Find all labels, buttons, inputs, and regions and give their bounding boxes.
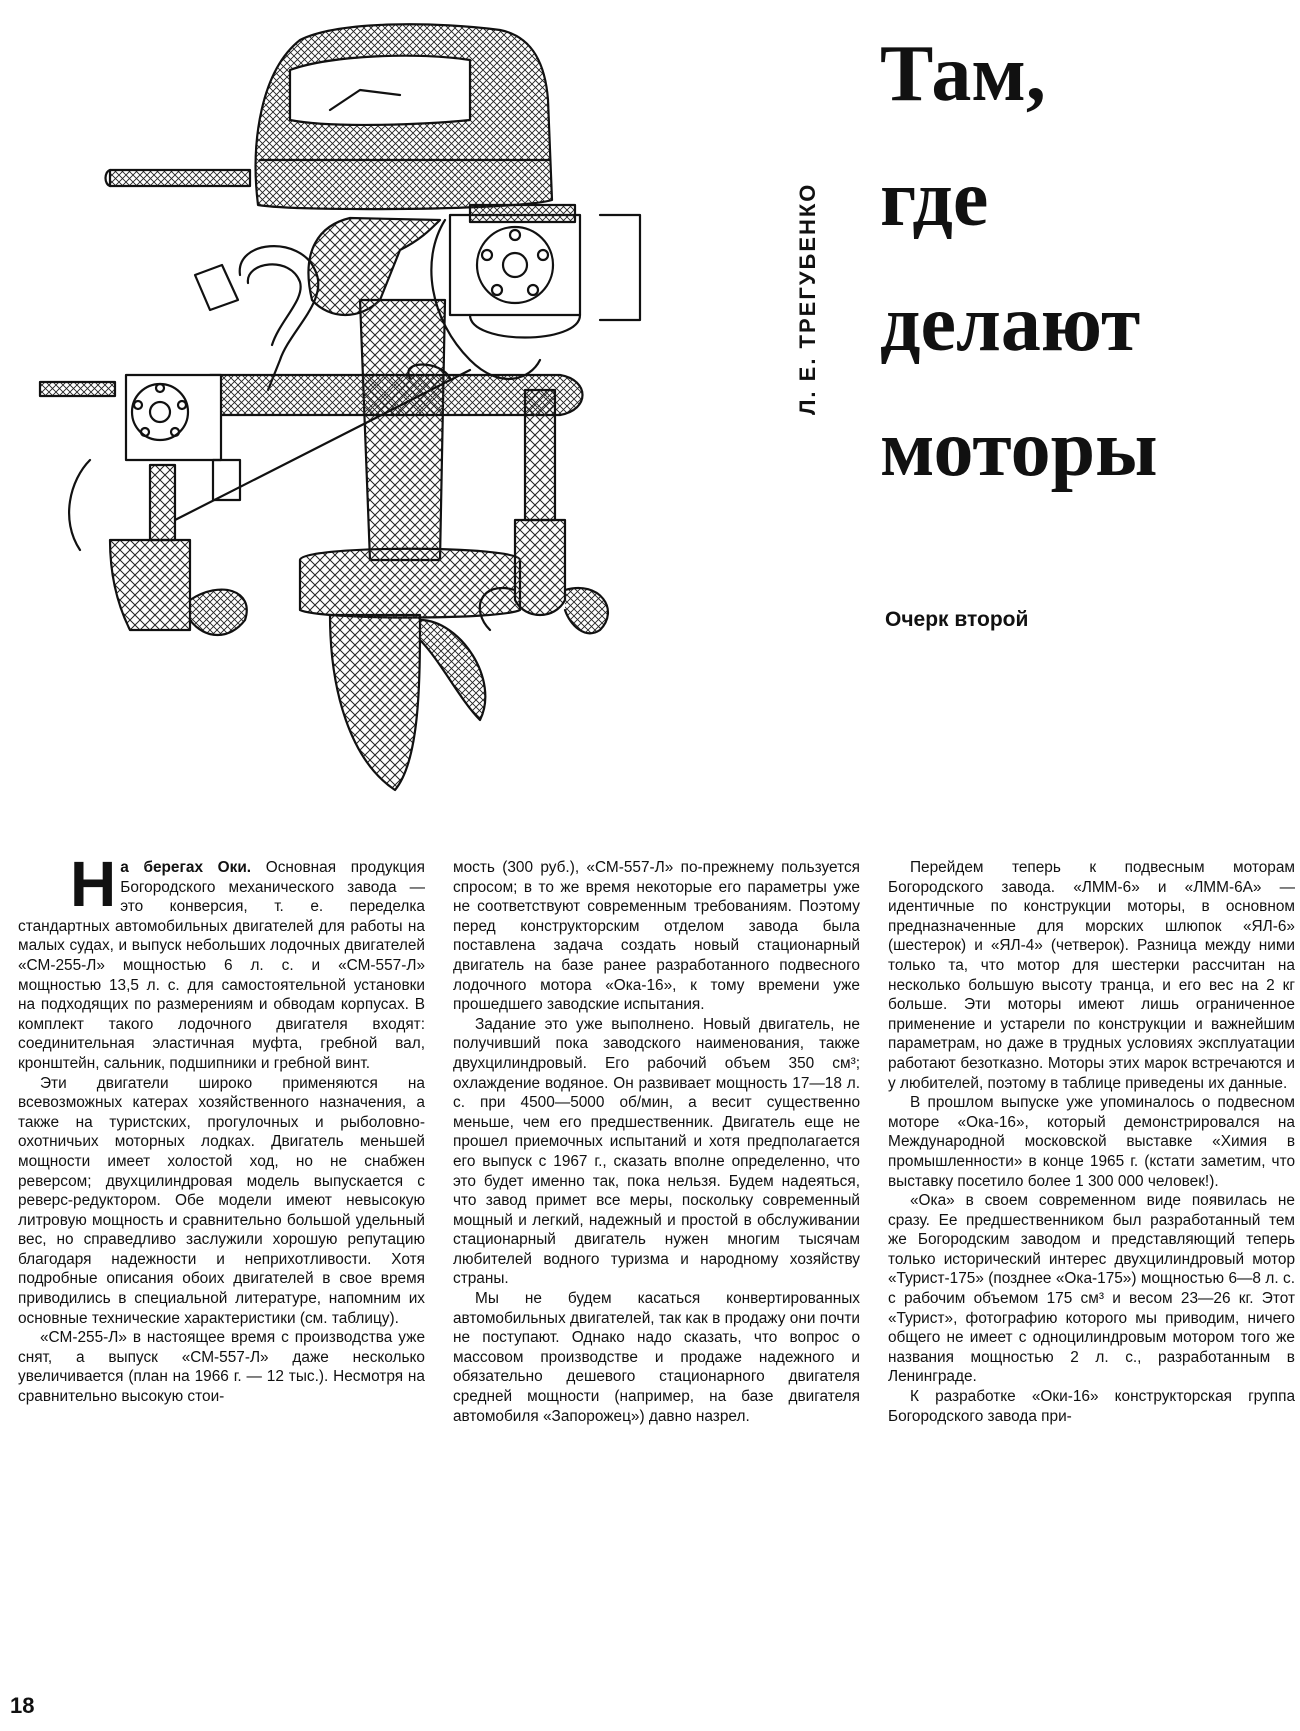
paragraph: мость (300 руб.), «СМ-557-Л» по-прежнему пользуется спросом; в то же время некоторые его параметры уже не соответствуют современным требованиям. Поэтому перед конструкторским отделом завода была поставлена задача создать новый стационарный двигатель на базе ранее разработанного подвесного лодочного мотора «Ока-16», к тому времени уже прошедшего заводские испытания. bbox=[453, 859, 860, 1014]
paragraph: В прошлом выпуске уже упоминалось о подвесном моторе «Ока-16», который демонстрировался на Международной московской выставке «Химия в промышленности» в конце 1965 г. (кстати заметим, что выставку посетило более 1 300 000 человек!). bbox=[888, 1094, 1295, 1190]
paragraph-text: Основная продукция Богородского механического завода — это конверсия, т. е. переделка стандартных автомобильных двигателей для работы на малых судах, и выпуск небольших лодочных двигателей «СМ-255-Л» мощностью 6 л. с. и «СМ-557-Л» мощностью 13,5 л. с. для самостоятельной установки на подходящих по размерениям и обводам корпусах. В комплект такого лодочного двигателя входят: соединительная эластичная муфта, гребной вал, кронштейн, сальник, подшипники и гребной винт. bbox=[18, 859, 425, 1072]
paragraph: К разработке «Оки-16» конструкторская группа Богородского завода при- bbox=[888, 1388, 1295, 1425]
paragraph: Задание это уже выполнено. Новый двигатель, не получивший пока заводского наименования, также двухцилиндровый. Его рабочий объем 350 см³; охлаждение водяное. Он развивает мощность 17—18 л. с. при 4500—5000 об/мин, а весит существенно меньше, чем его предшественник. Двигатель еще не прошел приемочных испытаний и хотя предполагается его выпуск с 1967 г., сказать вполне определенно, что это будет именно так, пока нельзя. Будем надеяться, что завод примет все меры, поскольку современный мощный и легкий, надежный и простой в обслуживании стационарный двигатель нужен многим тысячам любителей водного туризма и народному хозяйству страны. bbox=[453, 1015, 860, 1288]
paragraph bbox=[18, 858, 425, 1074]
paragraph: Перейдем теперь к подвесным моторам Богородского завода. «ЛММ-6» и «ЛММ-6А» — идентичные по конструкции моторы, в основном предназначенные для морских шлюпок «ЯЛ-6» (шестерок) и «ЯЛ-4» (четверок). Разница между ними только та, что мотор для шестерки рассчитан на несколько большую высоту транца, и его вес на 2 кг больше. Эти моторы имеют лишь ограниченное применение и устарели по конструкции и важнейшим параметрам, но даже в трудных условиях эксплуатации работают безотказно. Моторы этих марок встречаются и у любителей, поэтому в таблице приведены их данные. bbox=[888, 859, 1295, 1092]
text-column-3 bbox=[888, 858, 1295, 1688]
drop-cap: Н bbox=[70, 858, 117, 920]
outboard-and-stationary-motor-drawing-icon bbox=[0, 0, 830, 830]
page-number: 18 bbox=[10, 1693, 35, 1718]
article-body bbox=[18, 858, 1295, 1688]
paragraph: «СМ-255-Л» в настоящее время с производства уже снят, а выпуск «СМ-557-Л» даже несколько увеличивается (план на 1966 г. — 12 тыс.). Несмотря на сравнительно высокую стои- bbox=[18, 1329, 425, 1406]
author-name: Л. Е. ТРЕГУБЕНКО bbox=[795, 182, 820, 415]
paragraph: «Ока» в своем современном виде появилась не сразу. Ее предшественником был разработанный тем же Богородским заводом и представляющий теперь только исторический интерес двухцилиндровый мотор «Турист-175» (позднее «Ока-175») мощностью 6—8 л. с. с рабочим объемом 175 см³ и весом 23—26 кг. Этот «Турист», фотографию которого мы приводим, ничего общего не имеет с одноцилиндровым мотором того же названия мощностью 2 л. с., разработанным в Ленинграде. bbox=[888, 1192, 1295, 1386]
article-title bbox=[880, 12, 1280, 512]
paragraph: Мы не будем касаться конвертированных автомобильных двигателей, так как в продажу они почти не поступают. Однако надо сказать, что вопрос о массовом производстве и продаже надежного и обязательно дешевого стационарного двигателя средней мощности (например, на базе двигателя автомобиля «Запорожец») давно назрел. bbox=[453, 1290, 860, 1425]
paragraph: Эти двигатели широко применяются на всевозможных катерах хозяйственного назначения, а также на туристских, прогулочных и рыболовно-охотничьих моторных лодках. Двигатель меньшей мощности имеет холостой ход, но не снабжен реверсом; двухцилиндровая модель выпускается с реверс-редуктором. Обе модели имеют невысокую литровую мощность и сравнительно большой удельный вес, но справедливо заслужили хорошую репутацию благодаря надежности и неприхотливости. Хотя подробные описания обоих двигателей в свое время приводились в специальной литературе, напомним их основные технические характеристики (см. таблицу). bbox=[18, 1074, 425, 1327]
text-column-1 bbox=[18, 858, 425, 1688]
title-line: Там, bbox=[880, 30, 1046, 118]
article-subtitle: Очерк второй bbox=[885, 608, 1029, 631]
title-line: делают bbox=[880, 280, 1141, 368]
text-column-2 bbox=[453, 858, 860, 1688]
lead-heading: а берегах Оки. bbox=[120, 859, 252, 876]
title-line: где bbox=[880, 155, 989, 243]
title-line: моторы bbox=[880, 405, 1158, 493]
